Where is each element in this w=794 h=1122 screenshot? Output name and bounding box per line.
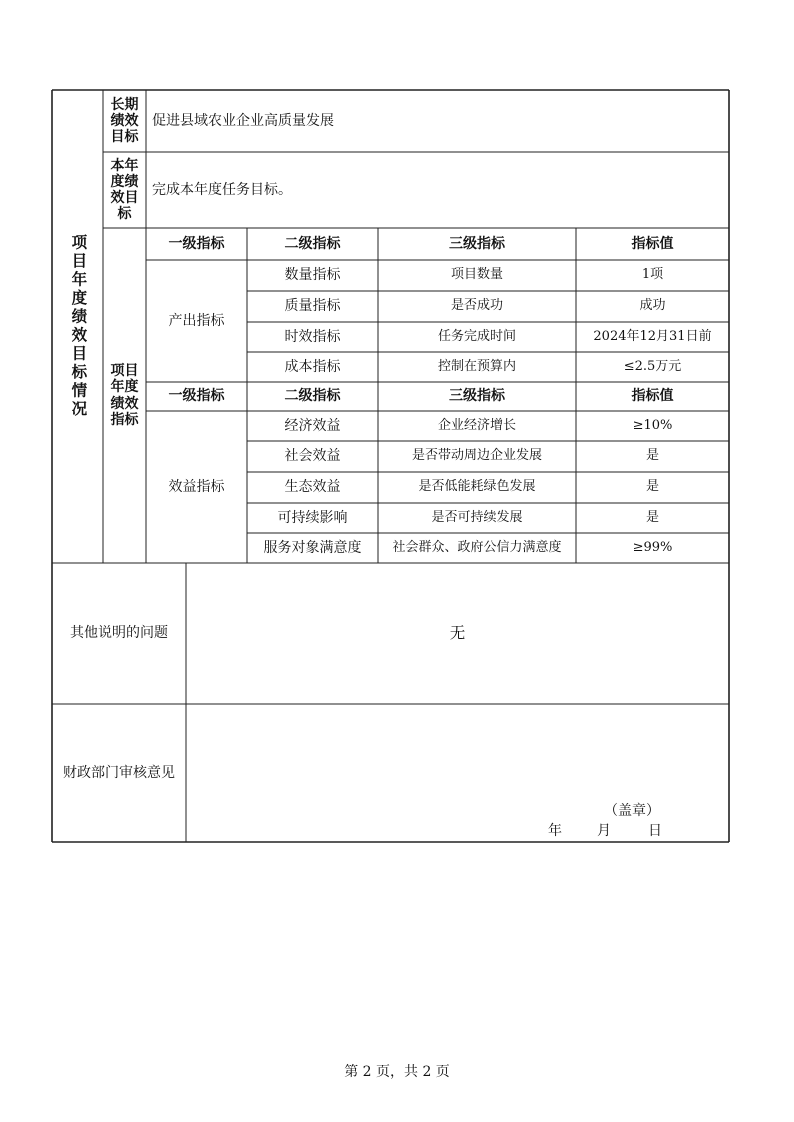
long-term-goal-label xyxy=(103,90,146,152)
table-row-output-1-level3 xyxy=(378,291,576,322)
output-category xyxy=(146,260,247,382)
output-header-level3-text: 三级指标 xyxy=(449,235,505,252)
table-row-output-1-level2 xyxy=(247,291,378,322)
benefit-header-level1 xyxy=(146,382,247,411)
benefit-header-value-text: 指标值 xyxy=(631,388,674,405)
section-label xyxy=(52,90,103,563)
table-row-output-0-level3 xyxy=(378,260,576,291)
table-row-benefit-2-level3 xyxy=(378,472,576,503)
benefit-header-level1-text: 一级指标 xyxy=(168,388,225,405)
table-row-output-0-level2 xyxy=(247,260,378,291)
table-row-benefit-0-level3 xyxy=(378,411,576,441)
cell-text: 生态效益 xyxy=(284,479,341,496)
output-header-level2 xyxy=(247,228,378,260)
output-header-value xyxy=(576,228,729,260)
benefit-header-level3-text: 三级指标 xyxy=(449,388,505,405)
table-row-benefit-3-value xyxy=(576,503,729,533)
review-label-text: 财政部门审核意见 xyxy=(63,764,175,781)
benefit-category xyxy=(146,411,247,563)
indicator-group-label xyxy=(103,228,146,563)
cell-text: 成功 xyxy=(639,298,666,314)
review-label xyxy=(52,704,186,842)
other-notes-label-text: 其他说明的问题 xyxy=(70,625,168,642)
cell-text: 成本指标 xyxy=(284,358,341,375)
cell-text: 经济效益 xyxy=(284,417,341,434)
cell-text: 是否低能耗绿色发展 xyxy=(418,479,536,495)
cell-text: 企业经济增长 xyxy=(437,417,516,433)
benefit-header-level2-text: 二级指标 xyxy=(284,388,341,405)
cell-text: 是否可持续发展 xyxy=(431,509,523,525)
table-row-benefit-4-level2 xyxy=(247,533,378,563)
cell-text: 是 xyxy=(645,479,659,495)
table-row-benefit-1-level2 xyxy=(247,441,378,472)
table-row-output-0-value xyxy=(576,260,729,291)
cell-text: 是否成功 xyxy=(450,298,503,314)
benefit-header-level3 xyxy=(378,382,576,411)
date-month-label: 月 xyxy=(597,823,611,839)
seal-label: （盖章） xyxy=(604,803,660,819)
table-row-output-3-level2 xyxy=(247,352,378,382)
annual-goal-value: 完成本年度任务目标。 xyxy=(152,181,292,198)
table-row-benefit-2-value xyxy=(576,472,729,503)
output-header-level1 xyxy=(146,228,247,260)
section-label-text: 项目年度绩效目标情况 xyxy=(69,234,88,419)
table-row-output-2-level2 xyxy=(247,322,378,352)
long-term-goal-value: 促进县域农业企业高质量发展 xyxy=(152,112,334,129)
table-row-benefit-3-level3 xyxy=(378,503,576,533)
other-notes-value-text: 无 xyxy=(449,623,466,642)
cell-text: 任务完成时间 xyxy=(437,328,516,344)
output-header-level3 xyxy=(378,228,576,260)
table-row-output-3-value xyxy=(576,352,729,382)
cell-text: 2024年12月31日前 xyxy=(593,328,712,344)
cell-text: ≥10% xyxy=(632,417,673,433)
cell-text: 控制在预算内 xyxy=(437,358,516,374)
output-header-level1-text: 一级指标 xyxy=(168,235,225,252)
cell-text: 社会群众、政府公信力满意度 xyxy=(392,539,562,555)
indicator-group-label-text: 项目年度绩效指标 xyxy=(110,363,139,428)
table-row-benefit-2-level2 xyxy=(247,472,378,503)
long-term-goal-text xyxy=(146,90,729,152)
cell-text: ≤2.5万元 xyxy=(623,358,682,374)
annual-goal-label-text: 本年度绩效目标 xyxy=(110,157,139,223)
output-header-level2-text: 二级指标 xyxy=(284,235,341,252)
cell-text: 数量指标 xyxy=(284,267,341,284)
cell-text: ≥99% xyxy=(632,539,673,555)
cell-text: 项目数量 xyxy=(450,267,503,283)
table-row-benefit-4-level3 xyxy=(378,533,576,563)
cell-text: 服务对象满意度 xyxy=(263,539,362,556)
cell-text: 是 xyxy=(645,448,659,464)
table-row-benefit-3-level2 xyxy=(247,503,378,533)
output-category-text: 产出指标 xyxy=(168,312,225,329)
cell-text: 是否带动周边企业发展 xyxy=(411,448,542,464)
other-notes-label xyxy=(52,563,186,704)
cell-text: 1项 xyxy=(641,267,664,283)
date-year-label: 年 xyxy=(548,823,562,839)
benefit-category-text: 效益指标 xyxy=(168,478,225,495)
table-row-output-2-value xyxy=(576,322,729,352)
annual-goal-text xyxy=(146,152,729,228)
table-row-benefit-1-value xyxy=(576,441,729,472)
table-row-output-1-value xyxy=(576,291,729,322)
table-row-benefit-4-value xyxy=(576,533,729,563)
annual-goal-label xyxy=(103,152,146,228)
table-row-output-2-level3 xyxy=(378,322,576,352)
long-term-goal-label-text: 长期绩效目标 xyxy=(110,96,139,146)
benefit-header-level2 xyxy=(247,382,378,411)
cell-text: 可持续影响 xyxy=(277,509,348,526)
table-row-output-3-level3 xyxy=(378,352,576,382)
other-notes-value xyxy=(186,563,729,704)
benefit-header-value xyxy=(576,382,729,411)
table-row-benefit-0-level2 xyxy=(247,411,378,441)
table-row-benefit-0-value xyxy=(576,411,729,441)
cell-text: 时效指标 xyxy=(284,328,341,345)
date-day-label: 日 xyxy=(648,823,662,839)
table-row-benefit-1-level3 xyxy=(378,441,576,472)
cell-text: 社会效益 xyxy=(284,448,341,465)
cell-text: 质量指标 xyxy=(284,298,341,315)
cell-text: 是 xyxy=(645,509,659,525)
output-header-value-text: 指标值 xyxy=(631,235,674,252)
page-footer: 第 2 页，共 2 页 xyxy=(344,1064,450,1080)
